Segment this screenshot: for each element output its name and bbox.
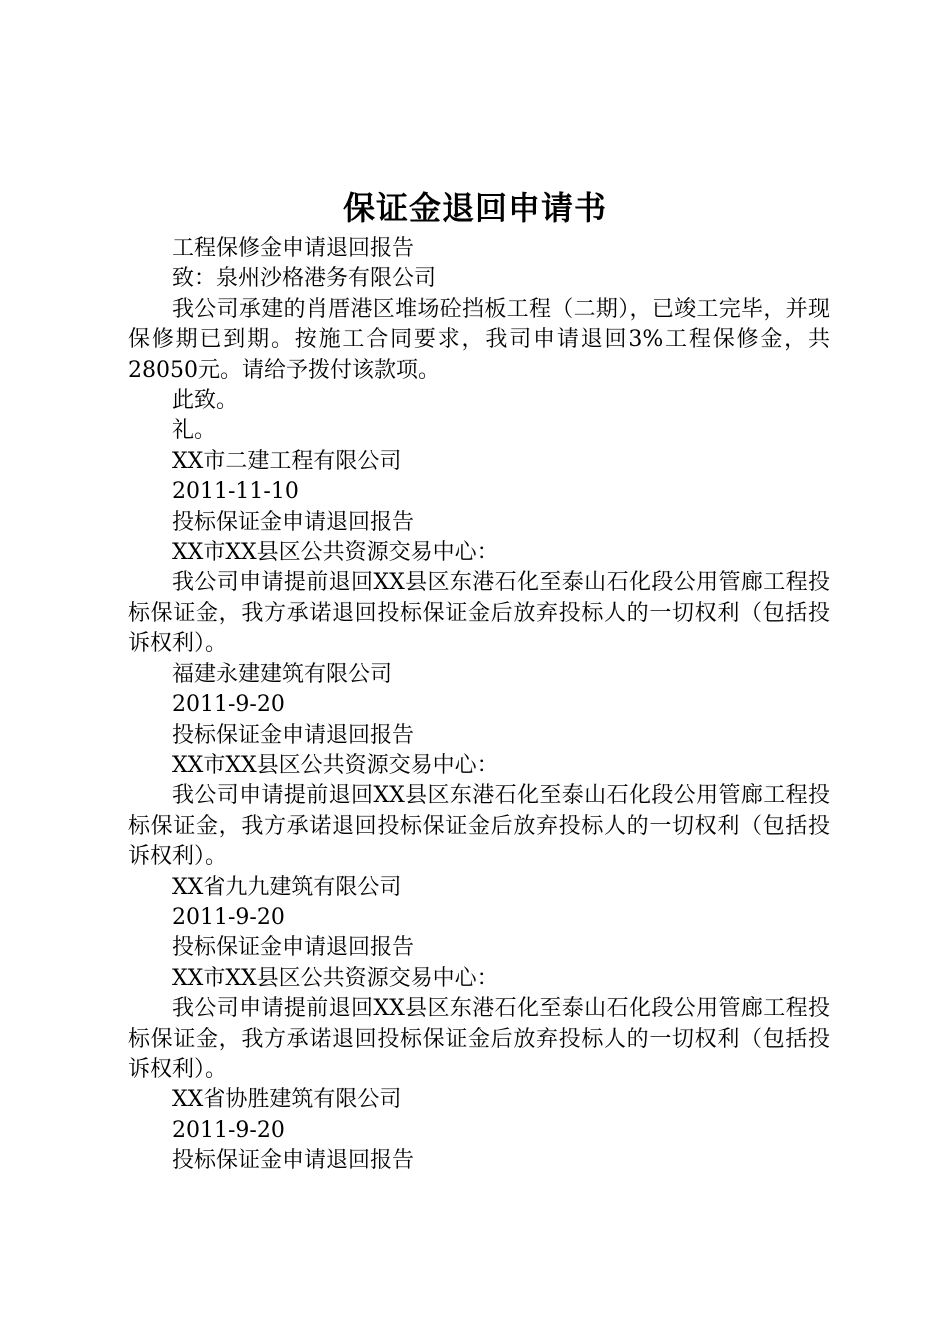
paragraph-heading-warranty-report: 工程保修金申请退回报告 bbox=[172, 236, 415, 261]
paragraph-body: 我公司承建的肖厝港区堆场砼挡板工程（二期），已竣工完毕，并现保修期已到期。按施工合同要求，我司申请退回3%工程保修金，共28050元。请给予拨付该款项。 bbox=[128, 296, 830, 383]
paragraph-recipient: XX市XX县区公共资源交易中心： bbox=[172, 965, 499, 991]
paragraph-body: 我公司申请提前退回XX县区东港石化至泰山石化段公用管廊工程投标保证金，我方承诺退回投标保证金后放弃投标人的一切权利（包括投诉权利）。 bbox=[128, 783, 830, 870]
paragraph-recipient: 致：泉州沙格港务有限公司 bbox=[172, 266, 437, 292]
paragraph-salutation: 礼。 bbox=[172, 418, 217, 444]
paragraph-signatory: 福建永建建筑有限公司 bbox=[172, 661, 393, 687]
paragraph-recipient: XX市XX县区公共资源交易中心： bbox=[172, 752, 499, 778]
paragraph-date: 2011-9-20 bbox=[172, 904, 285, 930]
paragraph-recipient: XX市XX县区公共资源交易中心： bbox=[172, 540, 499, 566]
paragraph-heading-bid-report: 投标保证金申请退回报告 bbox=[172, 722, 415, 748]
paragraph-date: 2011-9-20 bbox=[172, 692, 285, 718]
paragraph-date: 2011-9-20 bbox=[172, 1117, 285, 1143]
paragraph-heading-bid-report: 投标保证金申请退回报告 bbox=[172, 1148, 415, 1174]
paragraph-signatory: XX省九九建筑有限公司 bbox=[172, 874, 402, 900]
paragraph-heading-bid-report: 投标保证金申请退回报告 bbox=[172, 509, 415, 535]
paragraph-heading-bid-report: 投标保证金申请退回报告 bbox=[172, 935, 415, 961]
paragraph-body: 我公司申请提前退回XX县区东港石化至泰山石化段公用管廊工程投标保证金，我方承诺退回投标保证金后放弃投标人的一切权利（包括投诉权利）。 bbox=[128, 996, 830, 1082]
paragraph-signatory: XX市二建工程有限公司 bbox=[172, 448, 402, 474]
document-body bbox=[128, 234, 830, 1177]
document-title: 保证金退回申请书 bbox=[342, 189, 607, 227]
paragraph-signatory: XX省协胜建筑有限公司 bbox=[172, 1087, 402, 1113]
paragraph-closing: 此致。 bbox=[172, 388, 239, 414]
paragraph-date: 2011-11-10 bbox=[172, 479, 299, 505]
paragraph-body: 我公司申请提前退回XX县区东港石化至泰山石化段公用管廊工程投标保证金，我方承诺退回投标保证金后放弃投标人的一切权利（包括投诉权利）。 bbox=[128, 570, 830, 657]
